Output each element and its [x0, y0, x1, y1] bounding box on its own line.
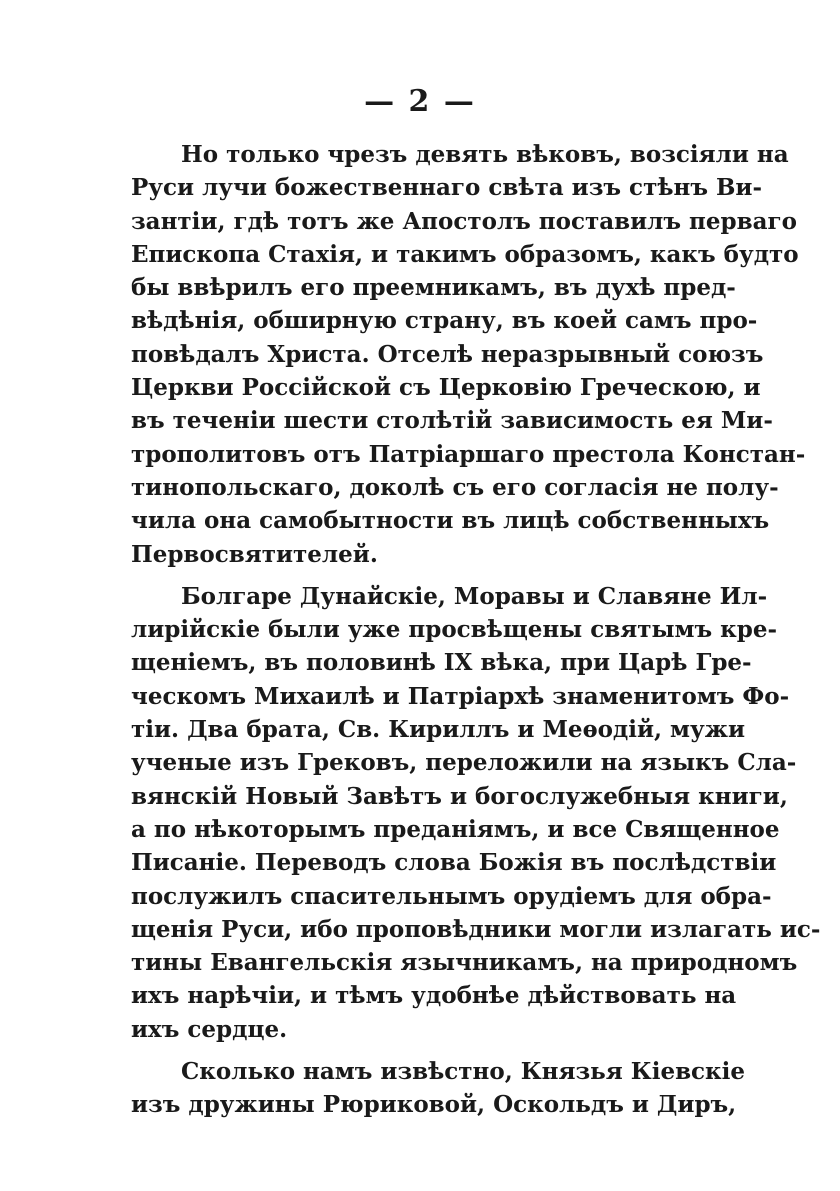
- text-line: повѣдалъ Христа. Отселѣ неразрывный союзъ: [131, 340, 764, 368]
- text-line: Болгаре Дунайскіе, Моравы и Славяне Ил-: [181, 582, 768, 610]
- text-line: вѣдѣнія, обширную страну, въ коей самъ про-: [131, 307, 758, 335]
- text-line: трополитовъ отъ Патріаршаго престола Констан-: [131, 440, 806, 468]
- text-line: лирійскіе были уже просвѣщены святымъ кре-: [131, 616, 778, 644]
- text-line: щенія Руси, ибо проповѣдники могли излагать ис-: [131, 915, 821, 943]
- text-line: Епископа Стахія, и такимъ образомъ, какъ будто: [131, 240, 799, 268]
- text-line: въ теченіи шести столѣтій зависимость ея Ми-: [131, 407, 773, 435]
- text-line: Первосвятителей.: [131, 540, 378, 568]
- text-line: ученые изъ Грековъ, переложили на языкъ Сла-: [131, 749, 797, 777]
- text-line: ихъ сердце.: [131, 1015, 288, 1043]
- text-line: зантіи, гдѣ тотъ же Апостолъ поставилъ перваго: [131, 207, 797, 235]
- text-line: послужилъ спасительнымъ орудіемъ для обра-: [131, 882, 772, 910]
- paragraph: [131, 580, 821, 1046]
- page-number: — 2 —: [364, 84, 476, 119]
- text-line: щеніемъ, въ половинѣ IX вѣка, при Царѣ Гре-: [131, 649, 752, 677]
- text-line: тины Евангельскія язычникамъ, на природномъ: [131, 949, 798, 977]
- text-line: тинопольскаго, доколѣ съ его согласія не полу-: [131, 473, 779, 501]
- text-line: Руси лучи божественнаго свѣта изъ стѣнъ Ви-: [131, 174, 763, 202]
- text-line: тіи. Два брата, Св. Кириллъ и Меѳодій, мужи: [131, 716, 746, 744]
- text-line: Писаніе. Переводъ слова Божія въ послѣдствіи: [131, 849, 777, 877]
- text-line: бы ввѣрилъ его преемникамъ, въ духѣ пред-: [131, 274, 736, 302]
- text-line: изъ дружины Рюриковой, Оскольдъ и Диръ,: [131, 1091, 737, 1119]
- text-line: вянскій Новый Завѣтъ и богослужебныя книги,: [131, 782, 788, 810]
- text-line: чила она самобытности въ лицѣ собственныхъ: [131, 507, 770, 535]
- text-line: Но только чрезъ девять вѣковъ, возсіяли на: [181, 141, 789, 168]
- paragraph: [131, 138, 806, 571]
- text-line: Сколько намъ извѣстно, Князья Кіевскіе: [181, 1058, 746, 1086]
- text-line: ихъ нарѣчіи, и тѣмъ удобнѣе дѣйствовать на: [131, 982, 737, 1010]
- text-line: а по нѣкоторымъ преданіямъ, и все Священное: [131, 815, 780, 843]
- body-text: [131, 138, 821, 1122]
- text-line: ческомъ Михаилѣ и Патріархѣ знаменитомъ Фо-: [131, 682, 790, 710]
- paragraph: [131, 1055, 746, 1122]
- text-line: Церкви Россійской съ Церковію Греческою, и: [131, 374, 761, 402]
